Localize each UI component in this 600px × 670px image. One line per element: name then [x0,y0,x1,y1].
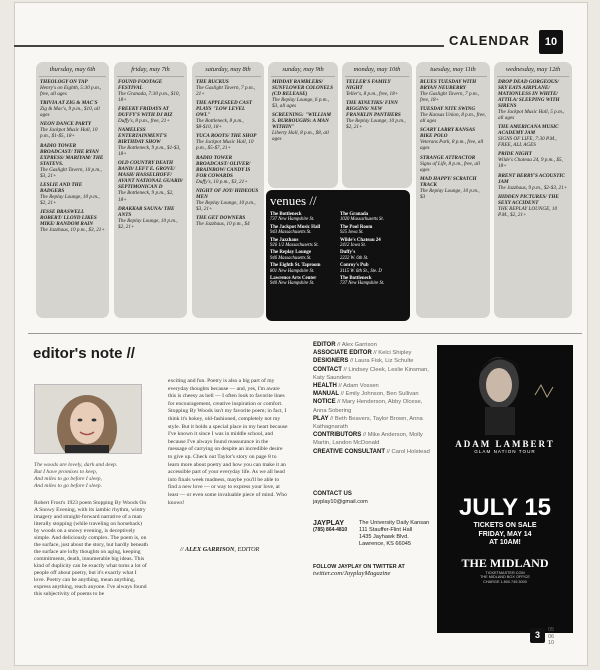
staff-entry [313,357,433,365]
calendar-event[interactable] [494,149,572,170]
event-title: THE KINETIKS/ FINN RIGGINS/ NEW FRANKLIN PANTHERS [346,100,401,119]
staff-entry [313,398,433,414]
calendar-event[interactable] [342,77,412,98]
jayplay-phone: (785) 864-4810 [313,527,348,533]
calendar-event[interactable] [494,171,572,192]
calendar-event[interactable] [494,77,572,122]
venue-name: Duffy's [340,250,356,256]
calendar-event[interactable] [268,110,338,143]
address-line: The University Daily Kansan [359,520,430,526]
section-title: CALENDAR [449,33,530,48]
ad-info-line: CHARGE 1.800.745.3000 [483,580,527,585]
editor-photo [34,384,142,454]
event-title: YUCA ROOTS/ THE SHOP [196,133,257,140]
venue-item [270,225,336,236]
jayplay-address-lines [359,520,429,548]
editor-portrait-image [35,385,142,454]
event-details: The Bottleneck, 9 p.m., $2, 18+ [118,190,174,203]
staff-entry [313,382,433,390]
venue-item [270,250,336,261]
staff-names: Lindsey Cleek, Leslie Kinsman, Katy Saunders [313,366,429,381]
calendar-event[interactable] [192,98,264,131]
calendar-event[interactable] [416,77,490,104]
venue-address: 2412 Iowa St. [340,243,366,249]
event-title: OLD COUNTRY DEATH BAND/ LEFT E. GROVE/ MASH/ HASSELHOFF/ AVANT NATIONAL GUARD/ SEPTIMONICAN D [118,160,183,191]
venue-item [340,276,406,287]
event-details: SIGNS OF LIFE, 7:30 P.M., FREE, ALL AGES [498,136,557,149]
staff-entry [313,366,433,382]
event-details: The Gaslight Tavern, 10 p.m., $3, 21+ [40,166,102,179]
event-details: The Replay Lounge, 10 p.m., $2, 21+ [118,217,178,230]
day-name: friday, may 7th [117,62,184,77]
ad-info-line: THE MIDLAND BOX OFFICE [480,575,530,580]
event-title: TUESDAY NITE SWING [420,106,476,113]
staff-separator: // [385,448,392,455]
ad-ticket-sale [437,522,573,548]
venue-item [340,250,406,261]
twitter-follow-line: FOLLOW JAYPLAY ON TWITTER AT [313,564,405,570]
venue-address: 940 New Hampshire St. [270,281,315,287]
venues-list [270,212,406,287]
header-rule [14,45,444,47]
venue-address: 1020 Massachusetts St. [340,217,384,223]
day-column [342,62,412,188]
event-details: The Kansas Union, 8 p.m., free, all ages [420,112,486,125]
staff-role: CONTACT [313,366,342,373]
event-details: The Replay Lounge, 6 p.m., $3, all ages [272,97,330,110]
staff-separator: // [341,366,349,373]
event-title: FOUND FOOTAGE FESTIVAL [118,79,163,91]
calendar-event[interactable] [342,98,412,131]
event-title: THE AMERICANA MUSIC ACADEMY JAM [498,124,559,137]
event-title: PRIDE NIGHT [498,151,532,158]
day-column [268,62,338,188]
calendar-event[interactable] [416,153,490,174]
issue-date [548,627,554,647]
calendar-event[interactable] [36,141,109,180]
venue-address: 926 1/2 Massachusetts St. [270,243,319,249]
ad-date: JULY 15 [458,494,552,521]
staff-separator: // [336,383,344,390]
staff-names: Emily Johnson, Ben Sullivan [345,391,419,398]
section-divider [28,333,582,334]
day-column [416,62,490,318]
day-column [192,62,264,318]
venue-name: The Jackpot Music Hall [270,224,321,230]
event-title: NEON DANCE PARTY [40,121,92,128]
staff-separator: // [335,399,343,406]
calendar-event[interactable] [36,180,109,207]
issue-date-part: 10 [548,640,555,646]
event-details: The Jazzhaus, 10 p.m., $4 [196,220,250,227]
calendar-event[interactable] [36,98,109,119]
venue-item [270,238,336,249]
day-name: sunday, may 9th [271,62,335,77]
ad-venue: THE MIDLAND [461,555,549,570]
day-column [36,62,109,318]
event-details: Wilde's Chateau 24, 9 p.m., $5, 18+ [498,157,563,170]
event-details: Signs of Life, 8 p.m., free, all ages [420,160,480,173]
event-title: RADIO TOWER BROADCAST/ THE RYAN EXPRESS/ MARIYAM/ THE STATEVS. [40,142,104,167]
ad-sale-line: TICKETS ON SALE [473,522,537,529]
calendar-event[interactable] [114,125,187,158]
staff-names: Kelci Shipley [378,350,412,357]
contact-label: CONTACT US [313,491,352,497]
calendar-event[interactable] [114,104,187,125]
event-details: The Jazzhaus, 10 p.m., $3, 21+ [40,226,105,233]
event-title: HIDDEN PICTURES/ THE SEXY ACCIDENT [498,193,559,206]
editors-note-title: editor's note // [33,345,135,362]
venue-name: The Bottleneck [340,276,372,282]
calendar-event[interactable] [36,119,109,140]
calendar-event[interactable] [268,77,338,110]
venue-item [270,263,336,274]
staff-entry [313,349,433,357]
venue-name: Wilde's Chateau 24 [340,237,381,243]
editor-signature: // ALEX GARRISON, EDITOR [180,546,260,553]
calendar-event[interactable] [416,174,490,201]
event-details: The Gaslight Tavern, 7 p.m., free, 18+ [420,91,480,104]
event-details: Teller's, 8 p.m., free, 18+ [346,91,399,97]
event-details: The Replay Lounge, 10 p.m., $2, 21+ [40,193,100,206]
day-name: thursday, may 6th [39,62,106,77]
event-details: Veterans Park, 8 p.m., free, all ages [420,139,484,152]
day-column [494,62,572,318]
venue-item [340,225,406,236]
event-title: RADIO TOWER BROADCAST/ OLIVER/ BRAINBOW/ CANDY IS FOR COWARDS [196,154,251,179]
venue-name: The Bottleneck [270,212,302,217]
staff-role: PLAY [313,415,329,422]
calendar-event[interactable] [36,207,109,234]
venue-name: The Replay Lounge [270,250,312,256]
event-title: NIGHT OF JOY/ HIDEOUS MEN [196,187,259,200]
event-details: Henry's on Eighth, 5:30 p.m., free, all ages [40,85,102,98]
staff-role: DESIGNERS [313,358,349,365]
staff-separator: // [335,342,342,348]
poem-line: And miles to go before I sleep, [34,476,102,482]
event-details: THE REPLAY LOUNGE, 10 P.M., $2, 21+ [498,205,558,218]
contact-email[interactable]: jayplay10@gmail.com [313,499,368,505]
staff-entry [313,390,433,398]
venue-item [270,276,336,287]
venue-name: The Pool Room [340,224,373,230]
event-details: The Jazzhaus, 9 p.m., $2-$3, 21+ [498,184,568,191]
calendar-event[interactable] [494,122,572,149]
poem-line: The woods are lovely, dark and deep. [34,462,118,468]
event-title: SCREENING: "WILLIAM S. BURROUGHS: A MAN WITHIN" [272,112,331,131]
event-details: Duffy's, 10 p.m., $3, 21+ [196,178,248,185]
ad-sale-line: AT 10AM! [489,539,521,546]
ad-sale-line: FRIDAY, MAY 14 [478,530,532,538]
editor-signature-role: , EDITOR [234,546,260,553]
address-line: 111 Stauffer-Flint Hall [359,527,413,533]
staff-role: HEALTH [313,383,337,390]
day-name: saturday, may 8th [195,62,261,77]
venues-title: venues // [270,193,317,208]
venue-address: 801 New Hampshire St. [270,268,315,274]
event-details: The Granada, 7:30 p.m., $10, 18+ [118,91,180,104]
ad-info-line: TICKETMASTER.COM [485,570,525,575]
calendar-event[interactable] [192,77,264,98]
event-details: The Gaslight Tavern, 7 p.m., 21+ [196,85,256,98]
event-title: JESSE BRASWELL ROBERT/ LLOYD LIKES MIKE/ RANDOM RAIN [40,208,97,227]
event-title: STRANGE ATTRACTOR [420,154,476,161]
venue-address: 943 Massachusetts St. [270,230,312,236]
event-title: THE APPLESEED CAST PLAYS "LOW LEVEL OWL" [196,100,253,119]
calendar-event[interactable] [416,104,490,125]
event-title: DROP DEAD GORGEOUS/ SKY EATS AIRPLANE/ MATIONLESS IN WHITE/ ATTILA/ SLEEPING WITH SIRENS [498,79,560,109]
staff-separator: // [361,432,368,439]
venue-name: The Eighth St. Taproom [270,263,321,269]
poem-quote [34,462,148,490]
event-title: LESLIE AND THE BADGERS [40,181,83,194]
editors-note-column-1: Robert Frost's 1923 poem Stopping By Woods On A Snowy Evening, with its iambic rhythm, wintry imagery and straight-forward narrative of a man literally stopping (while traveling on horseback) by woods on a snowy evening, is deceptively simple. And deliciously complex. The poem is, on the surface, just about the story, but hardly beneath the surface are lofty thoughts on aging, keeping commitments, death, innumerable big ideas. This kind of duplicity can be exactly what turns a lot of people off about poetry, but it's exactly what I love. Poetry can be anything, mean anything, express anything, reach anyone. I've always found this subjectivity of poems to be [34,500,148,597]
event-details: The Replay Lounge, 10 p.m., $3 [420,187,480,200]
event-details: Duffy's, 8 p.m., free, 21+ [118,118,170,125]
staff-names: Mike Anderson, Molly Martin, Landon McDonald [313,432,423,447]
event-title: DRAKKAR SAUNA/ THE ANTS [118,205,175,218]
event-details: Liberty Hall, 8 p.m., $8, all ages [272,130,329,143]
event-title: TELLER'S FAMILY NIGHT [346,79,391,91]
day-name: monday, may 10th [345,62,409,77]
venue-address: 2222 W. 6th St. [340,255,369,261]
staff-names: Beth Beavers, Taylor Brown, Anna Kathagnarath [313,415,423,431]
event-title: BLUES TUESDAY WITH BRYAN NEUBERRY [420,79,477,91]
day-name: wednesday, may 12th [497,62,569,77]
staff-masthead [313,341,433,456]
venue-address: 737 New Hampshire St. [270,217,315,223]
poem-line: And miles to go before I sleep. [34,483,102,489]
staff-role: ASSOCIATE EDITOR [313,350,372,357]
event-details: The Jackpot Music Hall, 10 p.m., $1-$5, 18+ [40,127,98,140]
event-title: MIDDAY RAMBLERS/ SUNFLOWER COLONELS (CD RELEASE) [272,79,333,97]
calendar-event[interactable] [192,131,264,152]
event-title: NAMELESS ENTERTAINMENT'S BIRTHDAY SHOW [118,127,167,146]
calendar-event[interactable] [192,153,264,186]
ad-tour-name: GLAM NATION TOUR [474,449,536,454]
venue-address: 946 Massachusetts St. [270,255,312,261]
venue-name: Conroy's Pub [340,263,369,269]
staff-role: CREATIVE CONSULTANT [313,448,385,455]
venue-item [270,212,336,223]
staff-entry [313,341,433,349]
editors-note-column-2: exciting and fun. Poetry is also a big part of my everyday thoughts because — and, yes, I'm aware this is cheesy as hell — I often look to favorite lines for encouragement, creative inspiration or comfort. Stopping By Woods isn't my favorite poem; in fact, I think it's hokey, old-fashioned, completely not my style. But it holds a special place in my heart because I've known it since I was in middle school, and because I've always found reassurance in the message of carrying on despite an incredible desire to give up. Check out Taylor's story on page 8 to learn more about poetry and how you can make it an accessible part of your everyday life. As we all head into finals week madness, maybe you'll be able to find a new love — or way to express your love, at least — or even some invaluable piece of mind. Who knows! [168,378,288,506]
event-details: The Jackpot Music Hall, 5 p.m., all ages [498,109,565,122]
staff-entry [313,431,433,447]
staff-names: Laura Fisk, Liz Schulte [354,358,414,365]
event-title: THE RUCKUS [196,79,229,85]
calendar-event[interactable] [114,204,187,231]
poem-line: But I have promises to keep, [34,469,98,475]
jayplay-address [313,520,433,548]
event-title: SCARY LARRY KANSAS BIKE POLO [420,127,476,140]
calendar-event[interactable] [114,77,187,104]
calendar-event[interactable] [192,213,264,228]
event-details: The Replay Lounge, 10 p.m., $3, 21+ [196,199,256,212]
venue-item [340,263,406,274]
staff-separator: // [328,415,335,422]
venue-name: Lawrence Arts Center [270,276,317,282]
venues-box [266,190,410,321]
staff-separator: // [371,350,379,357]
staff-role: EDITOR [313,342,336,348]
venue-address: 737 New Hampshire St. [340,281,385,287]
calendar-event[interactable] [114,158,187,203]
venue-address: 925 Iowa St. [340,230,364,236]
event-title: THE GET DOWNERS [196,214,246,221]
venue-item [340,212,406,223]
event-details: The Replay Lounge, 10 p.m., $2, 21+ [346,118,406,131]
address-line: 1435 Jayhawk Blvd. [359,534,409,540]
calendar-event[interactable] [192,186,264,213]
event-details: Zig & Mac's, 9 p.m., $10, all ages [40,106,100,119]
concert-advertisement[interactable] [437,345,573,633]
event-title: FREEKY FRIDAYS AT DUFFY'S WITH DJ BIZ [118,106,173,119]
editor-signature-name: ALEX GARRISON [185,546,235,553]
venue-item [340,238,406,249]
event-details: The Jackpot Music Hall, 10 p.m., $5-$7, 21+ [196,139,254,152]
calendar-event[interactable] [36,77,109,98]
venue-address: 3115 W. 6th St., Ste. D [340,268,382,274]
event-title: TRIVIA AT ZIG & MAC'S [40,100,98,107]
staff-names: Adam Vossen [343,383,379,390]
section-number-badge: 10 [539,30,563,54]
event-title: THEOLOGY ON TAP [40,79,88,85]
page-number: 3 [530,628,545,643]
calendar-event[interactable] [416,125,490,152]
issue-date-part: 05 [548,627,555,633]
venue-name: The Granada [340,212,369,217]
event-title: BRENT BERRY'S ACOUSTIC JAM [498,172,565,185]
staff-names: Alex Garrison [341,342,377,348]
calendar-event[interactable] [494,192,572,219]
ad-artist-name: ADAM LAMBERT [455,439,555,449]
event-title: MAD HAPPY/ SCRATCH TRACK [420,175,477,188]
venue-name: The Jazzhaus [270,237,299,243]
staff-entry [313,415,433,431]
twitter-url[interactable]: twitter.com/JayplayMagazine [313,570,391,577]
issue-date-part: 06 [548,633,555,640]
staff-role: NOTICE [313,399,336,406]
event-details: The Bottleneck, 8 p.m., $8-$10, 18+ [196,118,244,131]
contact-block [313,490,433,506]
staff-role: CONTRIBUTORS [313,432,362,439]
staff-names: Mary Henderson, Abby Olcese, Anna Sobering [313,399,423,414]
staff-role: MANUAL [313,391,339,398]
event-details: The Bottleneck, 9 p.m., $1-$3, 18+ [118,145,181,158]
day-name: tuesday, may 11th [419,62,487,77]
address-line: Lawrence, KS 66045 [359,541,411,547]
staff-names: Carol Holstead [391,448,430,455]
staff-separator: // [339,391,346,398]
ad-ticket-info [437,571,573,585]
staff-entry [313,448,433,456]
twitter-follow [313,564,433,577]
staff-separator: // [348,358,355,365]
jayplay-name: JAYPLAY [313,520,345,527]
day-column [114,62,187,318]
